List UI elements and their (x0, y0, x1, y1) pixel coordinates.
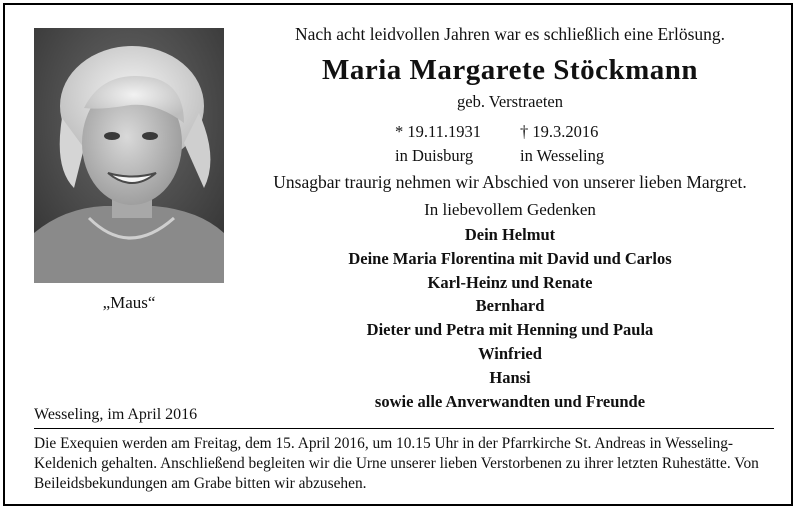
place-and-date: Wesseling, im April 2016 (34, 406, 198, 423)
mourners-list (245, 223, 775, 413)
mourner: Bernhard (475, 296, 545, 316)
divider (34, 428, 774, 429)
remembrance-line: In liebevollem Gedenken (424, 200, 596, 219)
photo-caption: „Maus“ (102, 293, 156, 312)
mourner: Karl-Heinz und Renate (427, 272, 593, 292)
mourner: sowie alle Anverwandten und Freunde (374, 391, 646, 411)
mourner: Winfried (478, 343, 542, 363)
funeral-notice: Die Exequien werden am Freitag, dem 15. April 2016, um 10.15 Uhr in der Pfarrkirche St. Andreas in Wesseling-Keldenich gehalten. Anschließend begleiten wir die Urne unserer lieben Verstorbenen zu ihrer letzten Ruhestätte. Von Beileidsbekundungen am Grabe bitten wir abzusehen. (34, 435, 759, 492)
mourner: Dein Helmut (464, 225, 556, 244)
death-date: † 19.3.2016 (520, 122, 599, 141)
intro-line: Nach acht leidvollen Jahren war es schließlich eine Erlösung. (294, 24, 726, 44)
birth-info (395, 120, 505, 168)
maiden-name: geb. Verstraeten (457, 92, 563, 111)
deceased-name: Maria Margarete Stöckmann (322, 54, 698, 86)
portrait-photo (34, 28, 224, 283)
mourner: Dieter und Petra mit Henning und Paula (366, 320, 654, 340)
mourner: Deine Maria Florentina mit David und Carlos (348, 248, 672, 268)
birth-place: in Duisburg (395, 146, 474, 165)
farewell-line: Unsagbar traurig nehmen wir Abschied von unserer lieben Margret. (273, 172, 747, 192)
death-place: in Wesseling (520, 146, 605, 165)
death-info (520, 120, 630, 168)
mourner: Hansi (489, 367, 531, 387)
birth-date: * 19.11.1931 (395, 122, 482, 141)
